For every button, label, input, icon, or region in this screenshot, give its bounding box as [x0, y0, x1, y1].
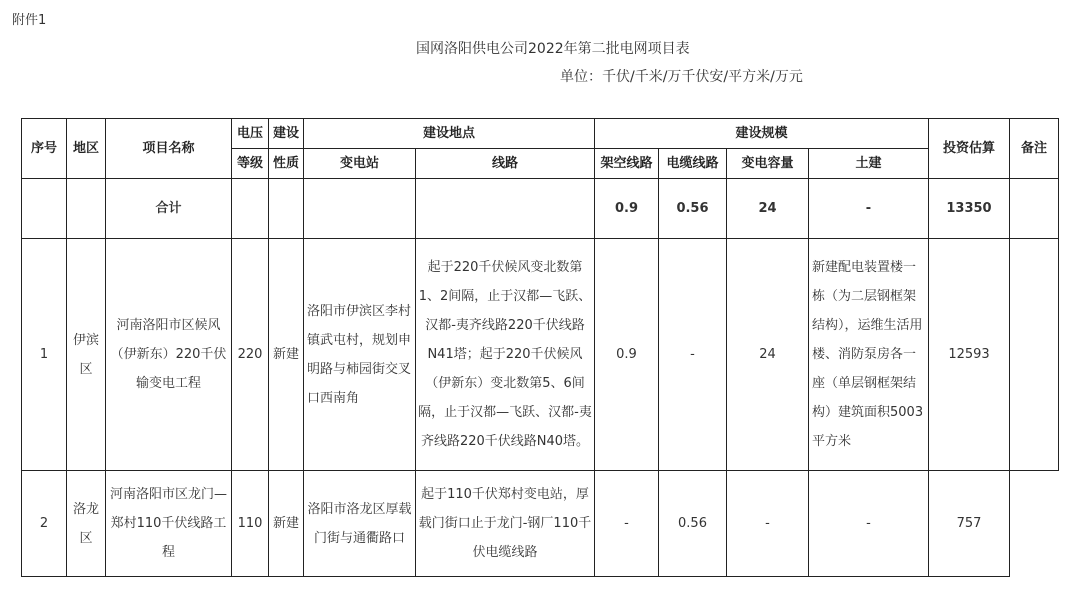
row-voltage: 220	[232, 239, 269, 471]
row-capacity: 24	[727, 239, 809, 471]
header-voltage-top: 电压	[232, 119, 269, 149]
document-title: 国网洛阳供电公司2022年第二批电网项目表	[416, 41, 690, 57]
row-seq: 2	[22, 471, 67, 577]
total-row	[22, 179, 1059, 239]
row-cable-line: -	[659, 239, 727, 471]
header-nature-bottom: 性质	[269, 149, 304, 179]
total-civil: -	[809, 179, 929, 239]
row-investment: 12593	[929, 239, 1010, 471]
row-line: 起于220千伏候风变北数第1、2间隔，止于汉都—飞跃、汉都-夷齐线路220千伏线路N41塔；起于220千伏候风（伊新东）变北数第5、6间隔，止于汉都—飞跃、汉都-夷齐线路220千伏线路N40塔。	[416, 239, 595, 471]
unit-line: 单位：千伏/千米/万千伏安/平方米/万元	[560, 69, 803, 85]
row-line: 起于110千伏郑村变电站，厚载门街口止于龙门-钢厂110千伏电缆线路	[416, 471, 595, 577]
header-capacity: 变电容量	[727, 149, 809, 179]
header-overhead-line: 架空线路	[595, 149, 659, 179]
header-line: 线路	[416, 149, 595, 179]
total-remarks	[1010, 179, 1059, 239]
total-line	[416, 179, 595, 239]
header-voltage-bottom: 等级	[232, 149, 269, 179]
total-nature	[269, 179, 304, 239]
header-nature-top: 建设	[269, 119, 304, 149]
total-overhead-line: 0.9	[595, 179, 659, 239]
row-overhead-line: -	[595, 471, 659, 577]
header-row-top	[22, 119, 1059, 149]
row-region: 伊滨区	[67, 239, 106, 471]
total-cable-line: 0.56	[659, 179, 727, 239]
row-remarks	[1010, 471, 1059, 577]
row-substation: 洛阳市伊滨区李村镇武屯村，规划申明路与柿园街交叉口西南角	[304, 239, 416, 471]
header-region: 地区	[67, 119, 106, 179]
total-capacity: 24	[727, 179, 809, 239]
total-investment: 13350	[929, 179, 1010, 239]
header-remarks: 备注	[1010, 119, 1059, 179]
table-row	[22, 471, 1059, 577]
header-cable-line: 电缆线路	[659, 149, 727, 179]
table-row	[22, 239, 1059, 471]
header-seq: 序号	[22, 119, 67, 179]
row-project-name: 河南洛阳市区龙门—郑村110千伏线路工程	[106, 471, 232, 577]
row-overhead-line: 0.9	[595, 239, 659, 471]
total-voltage	[232, 179, 269, 239]
row-substation: 洛阳市洛龙区厚载门街与通衢路口	[304, 471, 416, 577]
row-capacity: -	[727, 471, 809, 577]
total-seq	[22, 179, 67, 239]
header-project-name: 项目名称	[106, 119, 232, 179]
attachment-label: 附件1	[12, 13, 47, 28]
row-nature: 新建	[269, 239, 304, 471]
row-investment: 757	[929, 471, 1010, 577]
row-region: 洛龙区	[67, 471, 106, 577]
row-civil: -	[809, 471, 929, 577]
row-civil: 新建配电装置楼一栋（为二层钢框架结构），运维生活用楼、消防泵房各一座（单层钢框架结构）建筑面积5003平方米	[809, 239, 929, 471]
row-seq: 1	[22, 239, 67, 471]
header-investment: 投资估算	[929, 119, 1010, 179]
total-label: 合计	[106, 179, 232, 239]
project-table	[21, 118, 1059, 577]
header-location-group: 建设地点	[304, 119, 595, 149]
row-nature: 新建	[269, 471, 304, 577]
header-substation: 变电站	[304, 149, 416, 179]
total-substation	[304, 179, 416, 239]
row-cable-line: 0.56	[659, 471, 727, 577]
row-remarks	[1010, 239, 1059, 471]
header-scale-group: 建设规模	[595, 119, 929, 149]
header-civil: 土建	[809, 149, 929, 179]
row-voltage: 110	[232, 471, 269, 577]
total-region	[67, 179, 106, 239]
row-project-name: 河南洛阳市区候风（伊新东）220千伏输变电工程	[106, 239, 232, 471]
